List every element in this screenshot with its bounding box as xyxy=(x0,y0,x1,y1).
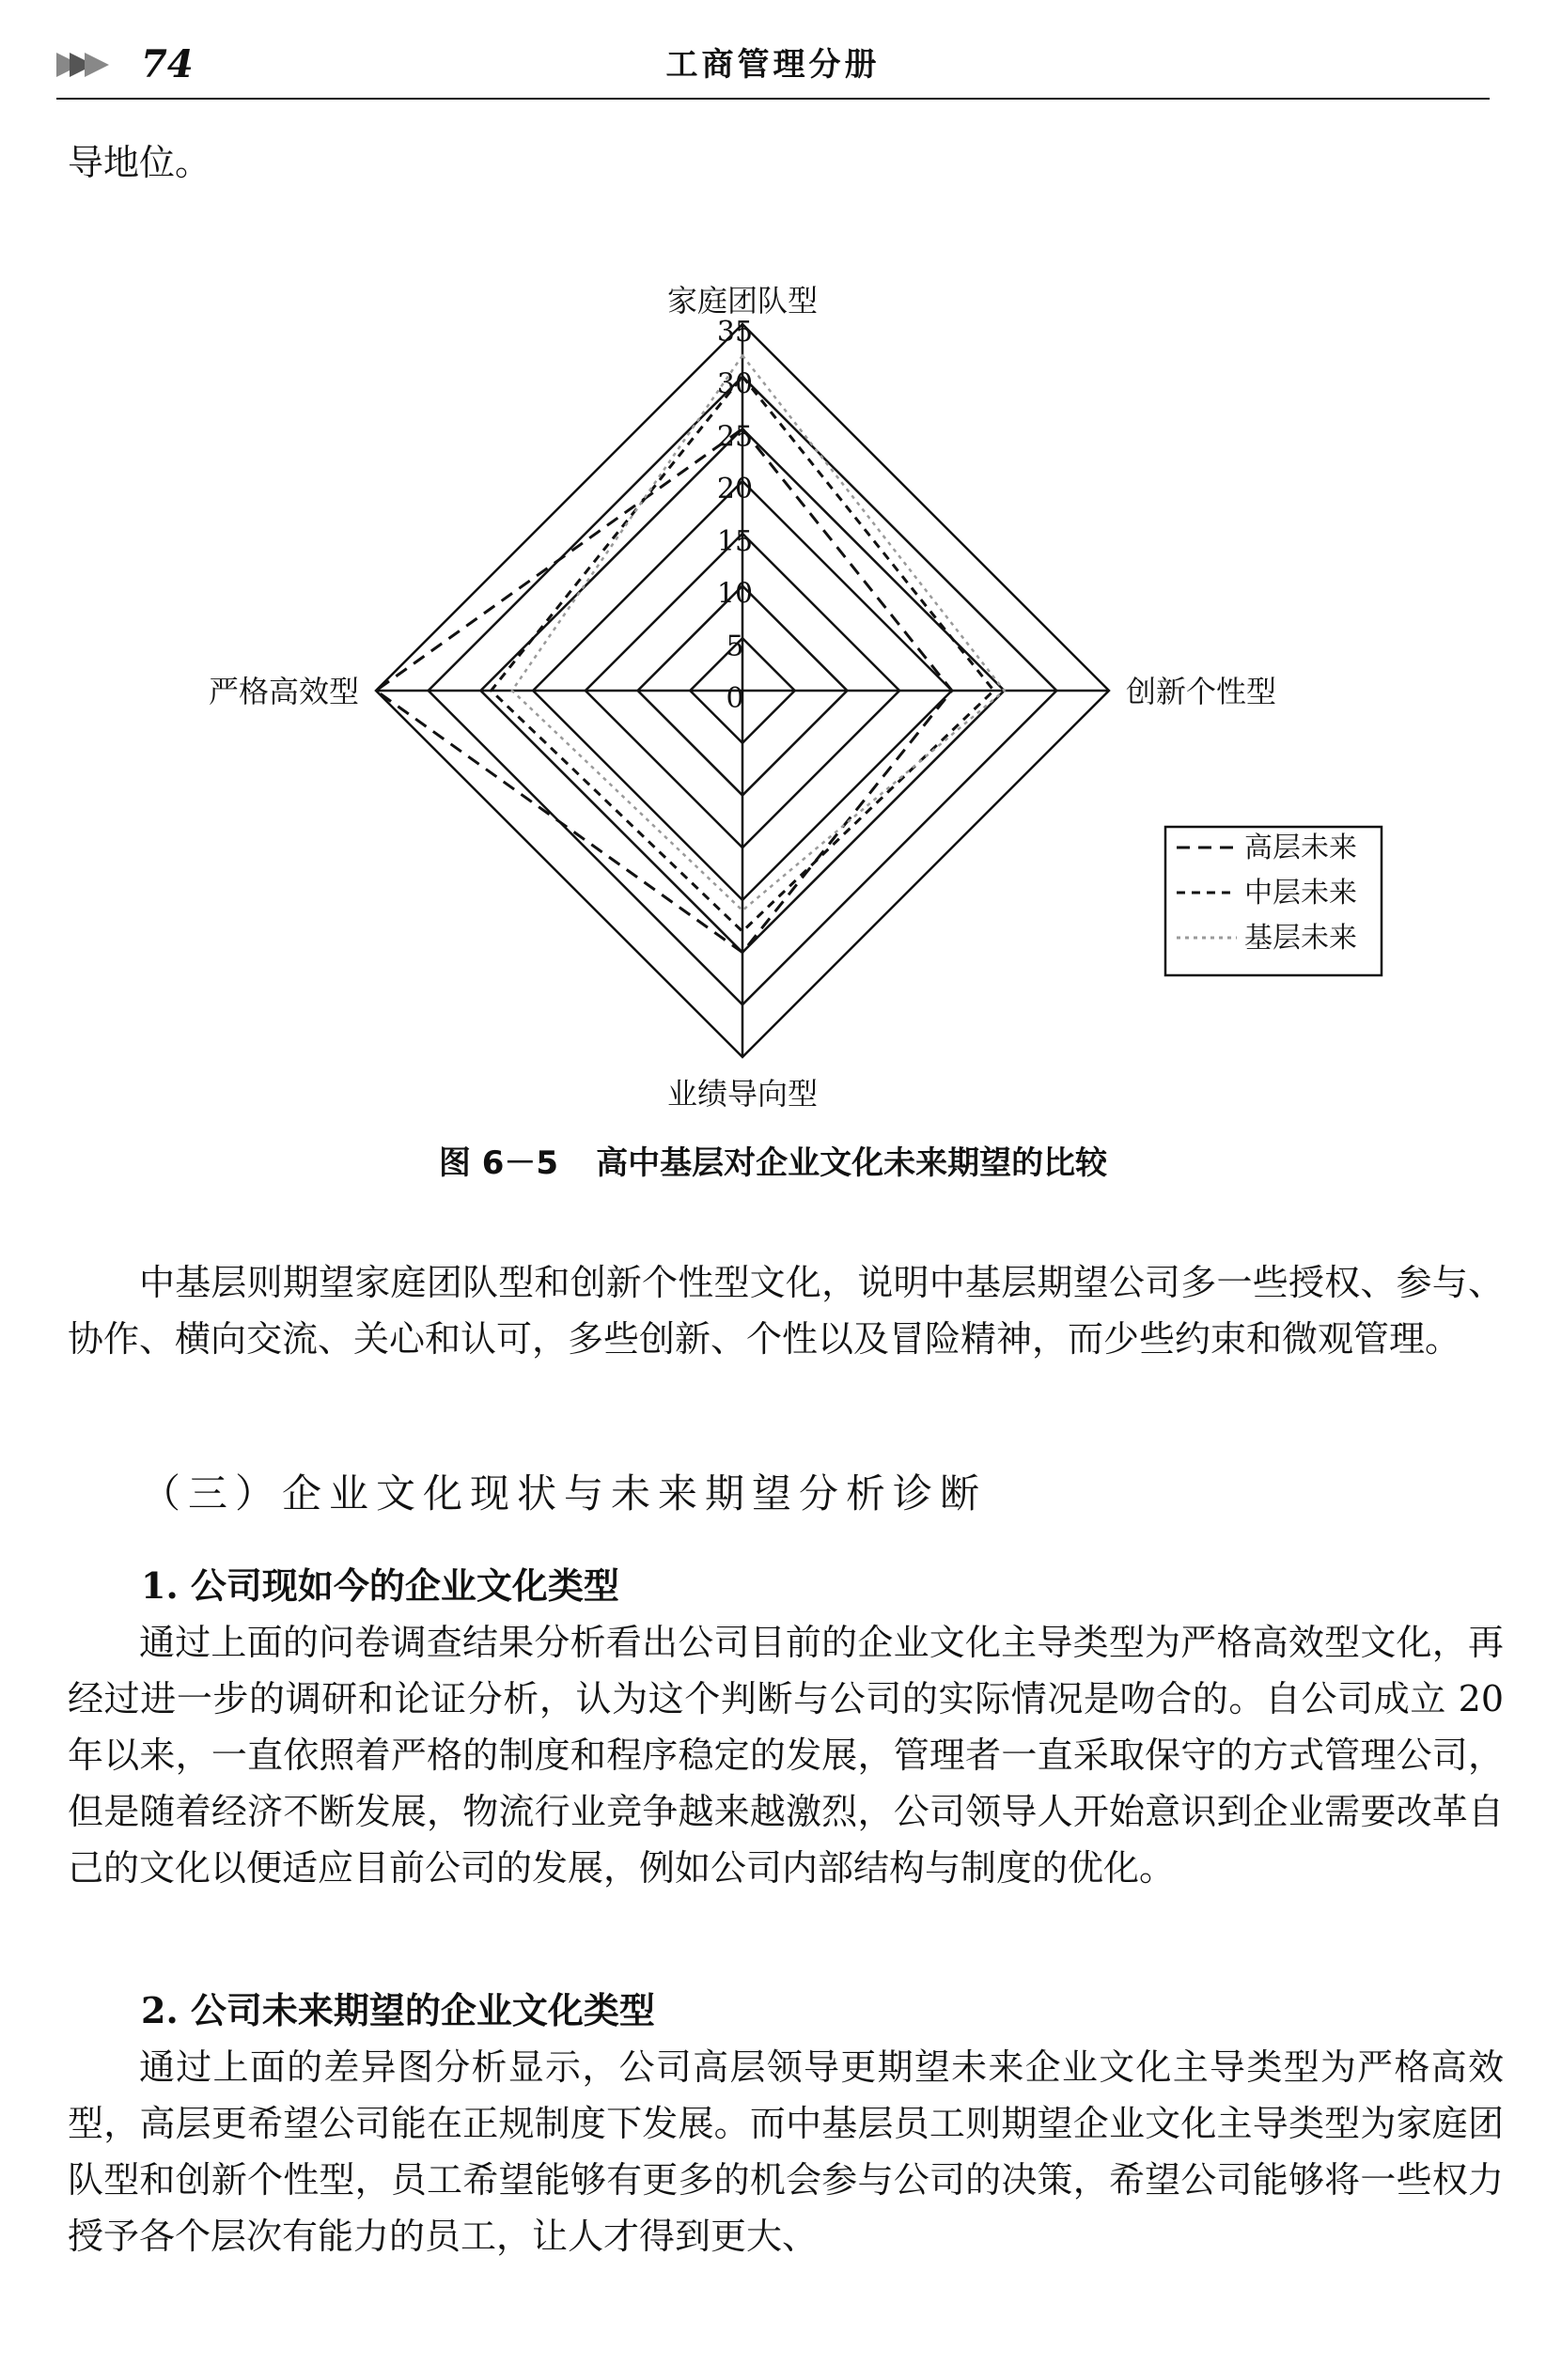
radar-chart xyxy=(169,258,1410,1123)
book-title: 工商管理分册 xyxy=(665,46,881,84)
paragraph-1: 中基层则期望家庭团队型和创新个性型文化，说明中基层期望公司多一些授权、参与、协作、横向交流、关心和认可，多些创新、个性以及冒险精神，而少些约束和微观管理。 xyxy=(68,1262,1504,1360)
paragraph-2: 通过上面的问卷调查结果分析看出公司目前的企业文化主导类型为严格高效型文化，再经过进一步的调研和论证分析，认为这个判断与公司的实际情况是吻合的。自公司成立 20 年以来，一直依照着严格的制度和程序稳定的发展，管理者一直采取保守的方式管理公司，但是随着经济不断发展，物流行业竞争越来越激烈，公司领导人开始意识到企业需要改革自己的文化以便适应目前公司的发展，例如公司内部结构与制度的优化。 xyxy=(68,1622,1504,1889)
legend-label: 中层未来 xyxy=(1244,877,1357,910)
section-title: （三）企业文化现状与未来期望分析诊断 xyxy=(141,1470,988,1517)
continued-line: 导地位。 xyxy=(68,142,211,183)
tick-label: 30 xyxy=(716,367,754,401)
series-line-3 xyxy=(512,355,1005,910)
figure-number: 图 6－5 xyxy=(438,1144,559,1182)
page-header xyxy=(56,38,1490,92)
tick-label: 10 xyxy=(716,577,754,611)
tick-label: 15 xyxy=(716,524,754,558)
tick-label: 20 xyxy=(716,473,754,506)
page-number: 74 xyxy=(141,42,194,86)
tick-label: 25 xyxy=(716,420,754,454)
figure-caption xyxy=(0,1137,1546,1183)
axis-label: 严格高效型 xyxy=(208,674,359,709)
paragraph-3: 通过上面的差异图分析显示，公司高层领导更期望未来企业文化主导类型为严格高效型，高层更希望公司能在正规制度下发展。而中基层员工则期望企业文化主导类型为家庭团队型和创新个性型，员工希望能够有更多的机会参与公司的决策，希望公司能够将一些权力授予各个层次有能力的员工，让人才得到更大、 xyxy=(68,2046,1504,2257)
legend-label: 高层未来 xyxy=(1244,832,1357,864)
tick-label: 5 xyxy=(726,630,744,663)
axis-label: 创新个性型 xyxy=(1126,674,1277,709)
tick-label: 35 xyxy=(716,316,754,349)
axis-label: 家庭团队型 xyxy=(666,283,819,319)
subheading-1: 1. 公司现如今的企业文化类型 xyxy=(141,1564,619,1607)
figure-title: 高中基层对企业文化未来期望的比较 xyxy=(596,1144,1108,1182)
legend-label: 基层未来 xyxy=(1244,922,1357,955)
header-rule xyxy=(56,98,1490,100)
axis-label: 业绩导向型 xyxy=(666,1076,819,1112)
tick-label: 0 xyxy=(726,682,744,715)
subheading-2: 2. 公司未来期望的企业文化类型 xyxy=(141,1989,655,2031)
